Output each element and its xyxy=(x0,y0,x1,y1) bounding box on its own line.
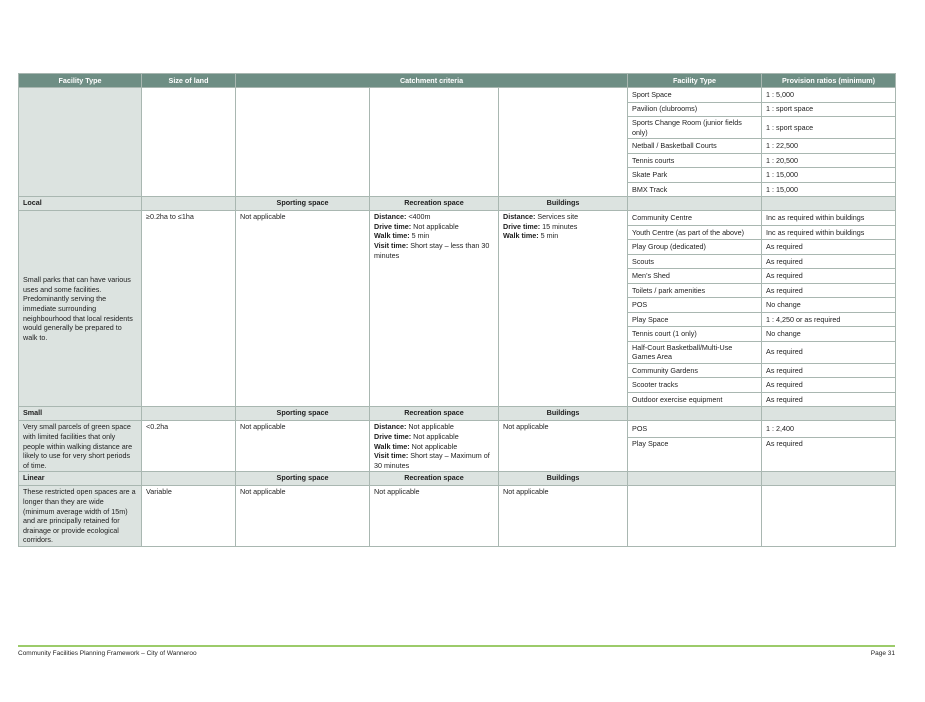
empty-cell xyxy=(370,88,499,197)
table-row xyxy=(19,88,896,103)
ratio-cell: No change xyxy=(762,327,896,342)
empty-cell xyxy=(19,88,142,197)
local-buildings: Distance: Services site Drive time: 15 minutes Walk time: 5 min xyxy=(499,211,628,407)
facility-cell: Half-Court Basketball/Multi-Use Games Area xyxy=(628,341,762,363)
empty-cell xyxy=(628,197,762,211)
ratio-cell: As required xyxy=(762,240,896,255)
subheader-sporting: Sporting space xyxy=(236,472,370,486)
ratio-cell: 1 : sport space xyxy=(762,117,896,139)
ratio-cell: 1 : 4,250 or as required xyxy=(762,312,896,327)
ratio-cell: As required xyxy=(762,341,896,363)
facility-cell: POS xyxy=(628,298,762,313)
small-sporting: Not applicable xyxy=(236,421,370,472)
facility-cell: Outdoor exercise equipment xyxy=(628,392,762,407)
empty-cell xyxy=(762,486,896,547)
section-row-small xyxy=(19,407,896,421)
subheader-buildings: Buildings xyxy=(499,407,628,421)
small-description: Very small parcels of green space with limited facilities that only people within walking distance are likely to use for very short periods of time. xyxy=(19,421,142,472)
table-row xyxy=(19,421,896,437)
section-row-linear xyxy=(19,472,896,486)
footer-document-title: Community Facilities Planning Framework – City of Wanneroo xyxy=(18,650,197,657)
ratio-cell: Inc as required within buildings xyxy=(762,225,896,240)
facility-cell: Netball / Basketball Courts xyxy=(628,139,762,154)
facility-cell: Community Centre xyxy=(628,211,762,226)
facility-cell: Scouts xyxy=(628,254,762,269)
ratio-cell: As required xyxy=(762,254,896,269)
empty-cell xyxy=(628,407,762,421)
subheader-sporting: Sporting space xyxy=(236,407,370,421)
facility-cell: Play Space xyxy=(628,437,762,472)
facility-cell: Men’s Shed xyxy=(628,269,762,284)
local-sporting: Not applicable xyxy=(236,211,370,407)
facility-cell: Tennis court (1 only) xyxy=(628,327,762,342)
empty-cell xyxy=(628,486,762,547)
ratio-cell: 1 : 2,400 xyxy=(762,421,896,437)
footer-divider xyxy=(18,645,895,647)
facility-cell: Scooter tracks xyxy=(628,378,762,393)
small-size: <0.2ha xyxy=(142,421,236,472)
header-provision-ratios: Provision ratios (minimum) xyxy=(762,74,896,88)
empty-cell xyxy=(762,407,896,421)
header-facility-type-2: Facility Type xyxy=(628,74,762,88)
header-facility-type: Facility Type xyxy=(19,74,142,88)
ratio-cell: As required xyxy=(762,269,896,284)
ratio-cell: As required xyxy=(762,283,896,298)
section-row-local xyxy=(19,197,896,211)
linear-buildings: Not applicable xyxy=(499,486,628,547)
table-row xyxy=(19,211,896,226)
header-row xyxy=(19,74,896,88)
subheader-recreation: Recreation space xyxy=(370,472,499,486)
empty-cell xyxy=(628,472,762,486)
subheader-buildings: Buildings xyxy=(499,472,628,486)
ratio-cell: As required xyxy=(762,437,896,472)
facilities-table xyxy=(18,73,896,547)
small-buildings: Not applicable xyxy=(499,421,628,472)
facility-cell: Youth Centre (as part of the above) xyxy=(628,225,762,240)
ratio-cell: Inc as required within buildings xyxy=(762,211,896,226)
ratio-cell: As required xyxy=(762,378,896,393)
local-description: Small parks that can have various uses and some facilities. Predominantly serving the immediate surrounding neighbourhood that local residents would generally be prepared to walk to. xyxy=(19,211,142,407)
empty-cell xyxy=(142,407,236,421)
local-size: ≥0.2ha to ≤1ha xyxy=(142,211,236,407)
empty-cell xyxy=(142,88,236,197)
subheader-recreation: Recreation space xyxy=(370,197,499,211)
facility-cell: Tennis courts xyxy=(628,153,762,168)
facility-cell: Sports Change Room (junior fields only) xyxy=(628,117,762,139)
local-recreation: Distance: <400m Drive time: Not applicable Walk time: 5 min Visit time: Short stay – less than 30 minutes xyxy=(370,211,499,407)
empty-cell xyxy=(762,197,896,211)
empty-cell xyxy=(142,472,236,486)
facility-cell: Toilets / park amenities xyxy=(628,283,762,298)
ratio-cell: No change xyxy=(762,298,896,313)
section-title-small: Small xyxy=(19,407,142,421)
table-row xyxy=(19,486,896,547)
header-size-of-land: Size of land xyxy=(142,74,236,88)
facility-cell: Pavilion (clubrooms) xyxy=(628,102,762,117)
facility-cell: Community Gardens xyxy=(628,363,762,378)
empty-cell xyxy=(236,88,370,197)
facility-cell: POS xyxy=(628,421,762,437)
linear-sporting: Not applicable xyxy=(236,486,370,547)
ratio-cell: 1 : 15,000 xyxy=(762,182,896,197)
linear-description: These restricted open spaces are a longer than they are wide (minimum average width of 15m) and are principally retained for drainage or provide ecological corridors. xyxy=(19,486,142,547)
subheader-buildings: Buildings xyxy=(499,197,628,211)
facility-cell: Play Space xyxy=(628,312,762,327)
subheader-recreation: Recreation space xyxy=(370,407,499,421)
linear-recreation: Not applicable xyxy=(370,486,499,547)
facility-cell: Sport Space xyxy=(628,88,762,103)
facility-cell: Skate Park xyxy=(628,168,762,183)
facility-cell: BMX Track xyxy=(628,182,762,197)
ratio-cell: As required xyxy=(762,363,896,378)
ratio-cell: 1 : 20,500 xyxy=(762,153,896,168)
empty-cell xyxy=(142,197,236,211)
section-title-linear: Linear xyxy=(19,472,142,486)
ratio-cell: 1 : sport space xyxy=(762,102,896,117)
ratio-cell: As required xyxy=(762,392,896,407)
ratio-cell: 1 : 5,000 xyxy=(762,88,896,103)
subheader-sporting: Sporting space xyxy=(236,197,370,211)
empty-cell xyxy=(499,88,628,197)
ratio-cell: 1 : 22,500 xyxy=(762,139,896,154)
empty-cell xyxy=(762,472,896,486)
linear-size: Variable xyxy=(142,486,236,547)
ratio-cell: 1 : 15,000 xyxy=(762,168,896,183)
facility-cell: Play Group (dedicated) xyxy=(628,240,762,255)
small-recreation: Distance: Not applicable Drive time: Not applicable Walk time: Not applicable Visit time: Short stay – Maximum of 30 minutes xyxy=(370,421,499,472)
header-catchment-criteria: Catchment criteria xyxy=(236,74,628,88)
footer-page-number: Page 31 xyxy=(870,650,895,657)
section-title-local: Local xyxy=(19,197,142,211)
